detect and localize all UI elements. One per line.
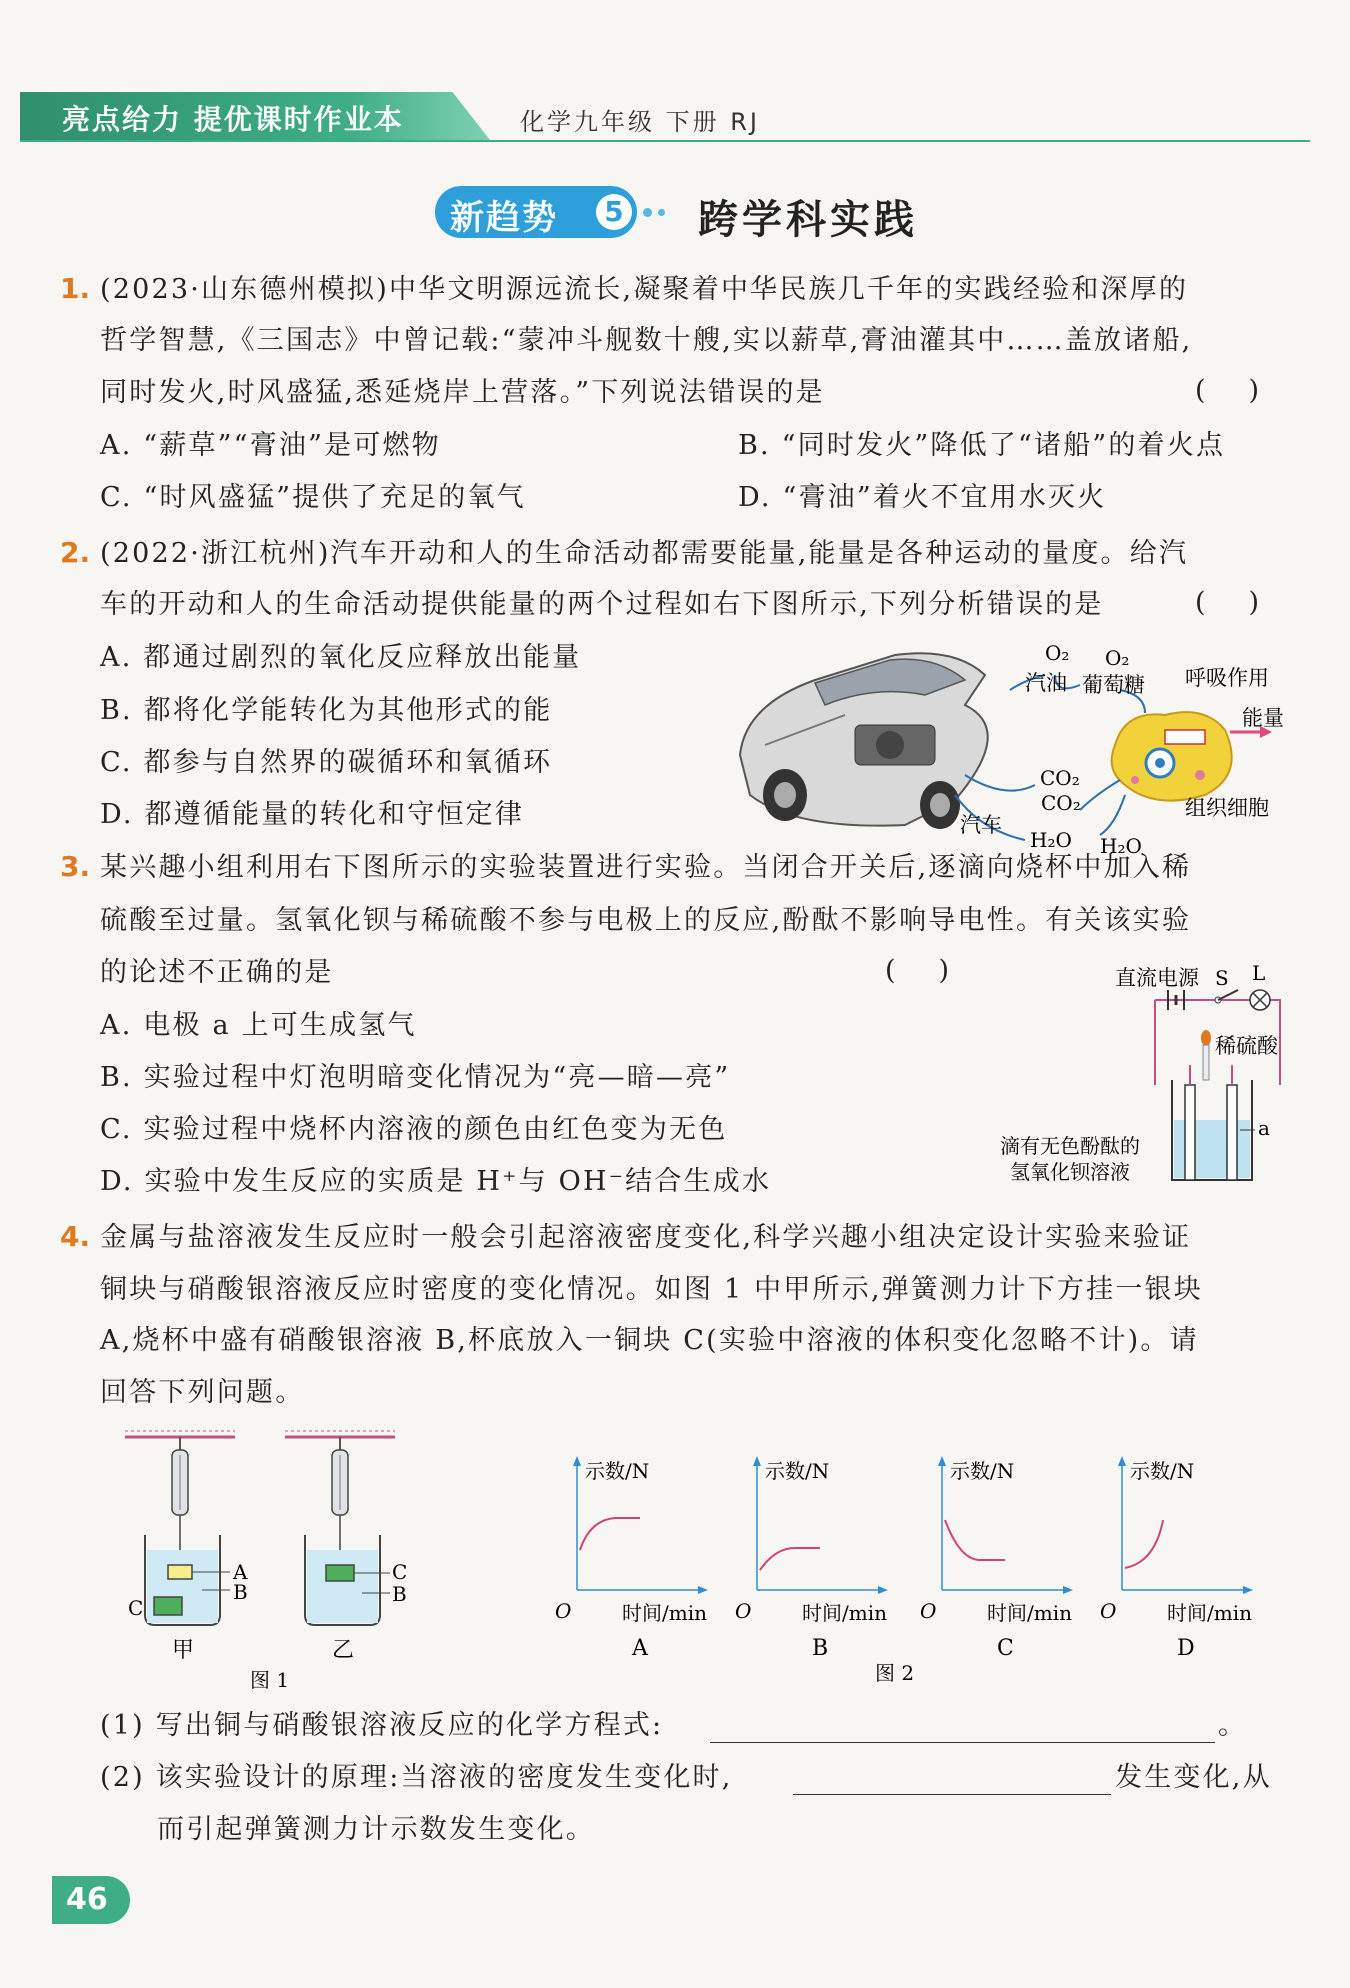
- label-copper-block-c: C: [128, 1596, 144, 1620]
- q3-option-d: D. 实验中发生反应的实质是 H⁺与 OH⁻结合生成水: [100, 1166, 772, 1197]
- q4-sub1-end: 。: [1218, 1710, 1248, 1741]
- curve: [580, 1518, 640, 1550]
- y-axis-label: 示数/N: [585, 1459, 650, 1483]
- label-copper-block-c: C: [392, 1560, 408, 1584]
- y-axis-arrow: [753, 1456, 761, 1466]
- principle-answer-blank[interactable]: [793, 1794, 1111, 1795]
- q2-option-a: A. 都通过剧烈的氧化反应释放出能量: [100, 642, 582, 673]
- q1-option-d: D. “膏油”着火不宜用水灭火: [738, 482, 1107, 513]
- q4-sub2-text-end: 而引起弹簧测力计示数发生变化。: [157, 1814, 595, 1845]
- question-number: 1.: [60, 272, 91, 305]
- curve: [760, 1548, 820, 1570]
- q2-option-d: D. 都遵循能量的转化和守恒定律: [100, 799, 525, 830]
- x-axis-arrow: [1063, 1586, 1073, 1594]
- graph-C: [920, 1456, 1073, 1661]
- label-silver-block-a: A: [233, 1560, 248, 1584]
- q4-line-4: 回答下列问题。: [100, 1377, 305, 1408]
- x-axis-label: 时间/min: [987, 1601, 1072, 1625]
- label-solution-b: B: [233, 1580, 248, 1604]
- title-dot: [643, 208, 652, 217]
- q3-option-a: A. 电极 a 上可生成氢气: [100, 1010, 417, 1041]
- x-axis-label: 时间/min: [802, 1601, 887, 1625]
- dropper-icon: [1201, 1030, 1211, 1080]
- origin-label: O: [555, 1599, 572, 1623]
- q3-option-b: B. 实验过程中灯泡明暗变化情况为“亮—暗—亮”: [100, 1062, 731, 1093]
- x-axis-arrow: [878, 1586, 888, 1594]
- arrow: [1080, 780, 1120, 810]
- answer-paren[interactable]: ( ): [1195, 375, 1259, 406]
- figure-1-caption: 图 1: [250, 1668, 290, 1690]
- y-axis-label: 示数/N: [1130, 1459, 1195, 1483]
- label-co2: CO₂: [1041, 791, 1081, 815]
- q3-line-3: 的论述不正确的是: [100, 957, 334, 988]
- y-axis-arrow: [1118, 1456, 1126, 1466]
- q1-option-c: C. “时风盛猛”提供了充足的氧气: [100, 482, 526, 513]
- figure-1-spring-scales: [120, 1425, 440, 1690]
- q4-sub1-text: (1) 写出铜与硝酸银溶液反应的化学方程式:: [100, 1710, 664, 1741]
- label-dc-power: 直流电源: [1115, 966, 1199, 990]
- q1-option-b: B. “同时发火”降低了“诸船”的着火点: [738, 430, 1226, 461]
- q4-line-3: A,烧杯中盛有硝酸银溶液 B,杯底放入一铜块 C(实验中溶液的体积变化忽略不计)。请: [100, 1325, 1199, 1356]
- q4-line-1: 金属与盐溶液发生反应时一般会引起溶液密度变化,科学兴趣小组决定设计实验来验证: [100, 1222, 1192, 1253]
- y-axis-label: 示数/N: [765, 1459, 830, 1483]
- q3-option-c: C. 实验过程中烧杯内溶液的颜色由红色变为无色: [100, 1114, 728, 1145]
- graph-option-label: A: [632, 1636, 648, 1661]
- arrow: [965, 775, 1035, 791]
- x-axis-arrow: [698, 1586, 708, 1594]
- page-number: 46: [66, 1882, 108, 1917]
- q3-line-2: 硫酸至过量。氢氧化钡与稀硫酸不参与电极上的反应,酚酞不影响导电性。有关该实验: [100, 905, 1192, 936]
- q4-sub2-text-cont: 发生变化,从: [1115, 1762, 1272, 1793]
- label-co2: CO₂: [1040, 766, 1080, 790]
- subject-label: 化学九年级 下册 RJ: [520, 108, 761, 136]
- car-illustration: [740, 653, 988, 829]
- q1-line-1: (2023·山东德州模拟)中华文明源远流长,凝聚着中华民族几千年的实践经验和深厚的: [100, 274, 1189, 305]
- label-dilute-sulfuric-acid: 稀硫酸: [1215, 1034, 1278, 1058]
- section-title: 跨学科实践: [698, 196, 918, 243]
- q1-option-a: A. “薪草”“膏油”是可燃物: [100, 430, 441, 461]
- curve: [1125, 1520, 1163, 1568]
- spring-scale-yi: [285, 1431, 395, 1625]
- y-axis-arrow: [573, 1456, 581, 1466]
- label-lamp: L: [1252, 961, 1266, 985]
- label-respiration: 呼吸作用: [1185, 666, 1269, 690]
- q4-sub2-text: (2) 该实验设计的原理:当溶液的密度发生变化时,: [100, 1762, 733, 1793]
- lamp-icon: [1250, 990, 1270, 1010]
- q1-line-3: 同时发火,时风盛猛,悉延烧岸上营落。”下列说法错误的是: [100, 377, 825, 408]
- answer-paren[interactable]: ( ): [1195, 587, 1259, 618]
- series-title: 亮点给力 提优课时作业本: [62, 103, 404, 136]
- graph-option-label: C: [997, 1636, 1014, 1661]
- label-gasoline: 汽油: [1025, 671, 1067, 695]
- title-badge-text: 新趋势: [450, 198, 558, 238]
- label-electrode-a: a: [1258, 1116, 1270, 1140]
- label-tissue-cell: 组织细胞: [1185, 796, 1269, 820]
- question-number: 2.: [60, 536, 91, 569]
- q4-line-2: 铜块与硝酸银溶液反应时密度的变化情况。如图 1 中甲所示,弹簧测力计下方挂一银块: [100, 1274, 1203, 1305]
- cell-illustration: [1112, 712, 1232, 800]
- graph-option-label: D: [1177, 1636, 1195, 1661]
- label-switch: S: [1215, 966, 1229, 990]
- question-number: 3.: [60, 850, 91, 883]
- label-energy: 能量: [1242, 706, 1284, 730]
- answer-paren[interactable]: ( ): [885, 955, 949, 986]
- label-h2o: H₂O: [1030, 828, 1072, 852]
- label-solution-b: B: [392, 1582, 407, 1606]
- q2-option-c: C. 都参与自然界的碳循环和氧循环: [100, 747, 553, 778]
- equation-answer-blank[interactable]: [710, 1742, 1215, 1743]
- switch-icon: [1215, 990, 1238, 1003]
- y-axis-label: 示数/N: [950, 1459, 1015, 1483]
- x-axis-label: 时间/min: [622, 1601, 707, 1625]
- graph-option-label: B: [812, 1636, 829, 1661]
- q1-line-2: 哲学智慧,《三国志》中曾记载:“蒙冲斗舰数十艘,实以薪草,膏油灌其中……盖放诸船,: [100, 325, 1193, 356]
- origin-label: O: [1100, 1599, 1117, 1623]
- car-cell-energy-figure: [725, 635, 1325, 855]
- label-o2: O₂: [1105, 646, 1130, 670]
- label-h2o: H₂O: [1100, 834, 1142, 855]
- q2-line-1: (2022·浙江杭州)汽车开动和人的生命活动都需要能量,能量是各种运动的量度。给汽: [100, 538, 1189, 569]
- curve: [945, 1520, 1005, 1560]
- y-axis-arrow: [938, 1456, 946, 1466]
- graph-A: [555, 1456, 708, 1661]
- label-solution: 氢氧化钡溶液: [1010, 1160, 1130, 1184]
- label-o2: O₂: [1045, 641, 1070, 665]
- title-dot: [658, 209, 665, 216]
- graph-D: [1100, 1456, 1253, 1661]
- label-jia: 甲: [172, 1638, 195, 1663]
- x-axis-arrow: [1243, 1586, 1253, 1594]
- label-car: 汽车: [960, 813, 1002, 837]
- figure-2-graphs: [535, 1440, 1275, 1690]
- circuit-apparatus-figure: [990, 955, 1310, 1195]
- label-yi: 乙: [332, 1638, 355, 1663]
- x-axis-label: 时间/min: [1167, 1601, 1252, 1625]
- origin-label: O: [735, 1599, 752, 1623]
- beaker-icon: [1172, 1065, 1255, 1180]
- question-number: 4.: [60, 1220, 91, 1253]
- origin-label: O: [920, 1599, 937, 1623]
- label-solution: 滴有无色酚酞的: [1000, 1134, 1140, 1158]
- q3-line-1: 某兴趣小组利用右下图所示的实验装置进行实验。当闭合开关后,逐滴向烧杯中加入稀: [100, 852, 1192, 883]
- label-glucose: 葡萄糖: [1082, 673, 1145, 697]
- q2-line-2: 车的开动和人的生命活动提供能量的两个过程如右下图所示,下列分析错误的是: [100, 589, 1104, 620]
- title-number: 5: [596, 194, 632, 230]
- header-rule: [20, 140, 1310, 142]
- graph-B: [735, 1456, 888, 1661]
- q2-option-b: B. 都将化学能转化为其他形式的能: [100, 695, 553, 726]
- arrow: [1100, 795, 1125, 835]
- figure-2-caption: 图 2: [875, 1661, 915, 1685]
